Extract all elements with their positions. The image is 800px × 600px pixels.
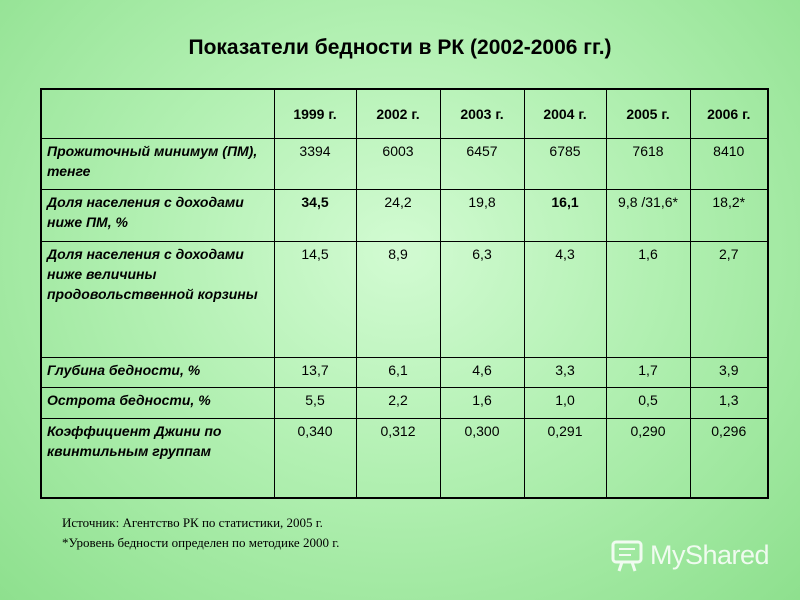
table-cell: 1,7: [606, 357, 690, 388]
table-cell: 3,3: [524, 357, 606, 388]
table-header-row: [41, 89, 768, 139]
table-row: [41, 242, 768, 357]
watermark-text: MyShared: [650, 540, 770, 570]
table-cell: 8,9: [356, 242, 440, 357]
year-header: 2004 г.: [524, 89, 606, 139]
year-header: 1999 г.: [274, 89, 356, 139]
table-cell: 3394: [274, 139, 356, 190]
table-cell: 1,3: [690, 388, 768, 419]
table-cell: 9,8 /31,6*: [606, 190, 690, 242]
row-label: Доля населения с доходами ниже величины продовольственной корзины: [41, 242, 274, 357]
table-cell: 6003: [356, 139, 440, 190]
table-cell: 6457: [440, 139, 524, 190]
table-cell: 4,6: [440, 357, 524, 388]
row-label: Доля населения с доходами ниже ПМ, %: [41, 190, 274, 242]
table-cell: 19,8: [440, 190, 524, 242]
row-label: Коэффициент Джини по квинтильным группам: [41, 418, 274, 498]
year-header: 2002 г.: [356, 89, 440, 139]
table-cell: 0,290: [606, 418, 690, 498]
table-cell: 0,312: [356, 418, 440, 498]
table-cell: 0,296: [690, 418, 768, 498]
source-text: Источник: Агентство РК по статистики, 2005 г.: [62, 515, 323, 530]
table-cell: 7618: [606, 139, 690, 190]
myshared-watermark: [610, 538, 780, 574]
year-header: 2005 г.: [606, 89, 690, 139]
year-header: 2006 г.: [690, 89, 768, 139]
row-label: Глубина бедности, %: [41, 357, 274, 388]
table-cell: 14,5: [274, 242, 356, 357]
table-row: [41, 190, 768, 242]
table-cell: 6,1: [356, 357, 440, 388]
table-cell: 0,300: [440, 418, 524, 498]
source-notes: [62, 513, 339, 553]
poverty-table: [40, 88, 769, 499]
table-cell: 0,5: [606, 388, 690, 419]
table-cell: 0,340: [274, 418, 356, 498]
table-cell: 5,5: [274, 388, 356, 419]
table-cell: 0,291: [524, 418, 606, 498]
row-label: Прожиточный минимум (ПМ), тенге: [41, 139, 274, 190]
table-cell: 3,9: [690, 357, 768, 388]
table-row: [41, 357, 768, 388]
table-cell: 1,0: [524, 388, 606, 419]
presentation-board-icon: [610, 538, 646, 574]
table-corner-cell: [41, 89, 274, 139]
table-cell: 4,3: [524, 242, 606, 357]
table-row: [41, 388, 768, 419]
page-title: Показатели бедности в РК (2002-2006 гг.): [188, 36, 612, 59]
table-cell: 6785: [524, 139, 606, 190]
table-cell: 8410: [690, 139, 768, 190]
table-cell: 18,2*: [690, 190, 768, 242]
table-cell: 1,6: [440, 388, 524, 419]
table-cell: 2,2: [356, 388, 440, 419]
table-cell: 13,7: [274, 357, 356, 388]
table-cell: 16,1: [524, 190, 606, 242]
table-row: [41, 418, 768, 498]
footnote-text: *Уровень бедности определен по методике 2000 г.: [62, 535, 340, 550]
table-cell: 1,6: [606, 242, 690, 357]
table-cell: 6,3: [440, 242, 524, 357]
row-label: Острота бедности, %: [41, 388, 274, 419]
table-row: [41, 139, 768, 190]
year-header: 2003 г.: [440, 89, 524, 139]
table-cell: 24,2: [356, 190, 440, 242]
table-cell: 34,5: [274, 190, 356, 242]
table-cell: 2,7: [690, 242, 768, 357]
